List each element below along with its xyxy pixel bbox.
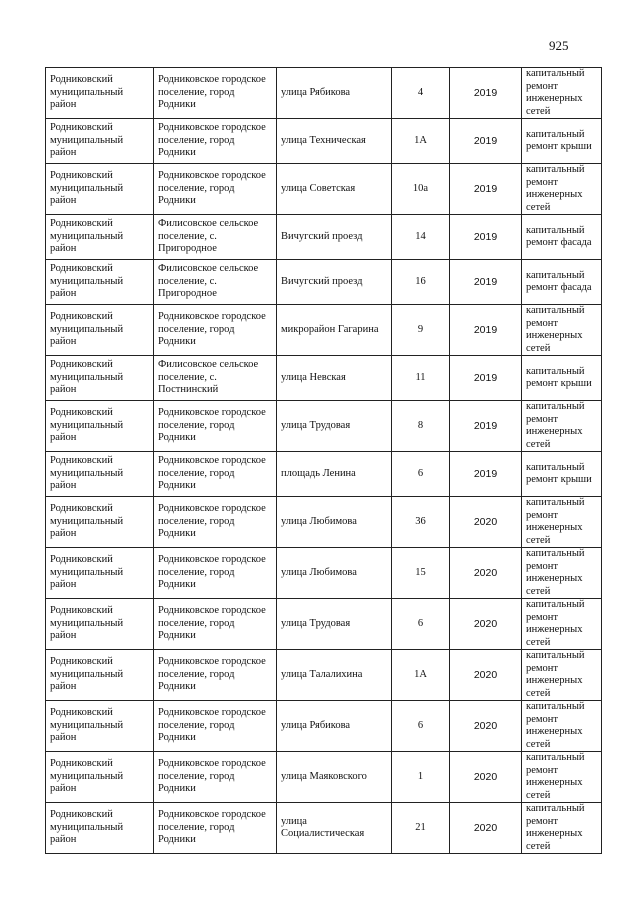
year-cell: 2019 bbox=[450, 401, 522, 452]
work-type-cell: капитальный ремонт инженерных сетей bbox=[522, 599, 602, 650]
house-number-cell: 1А bbox=[392, 650, 450, 701]
street-cell: улица Маяковского bbox=[277, 752, 392, 803]
street-cell: улица Техническая bbox=[277, 119, 392, 164]
street-cell: улица Трудовая bbox=[277, 599, 392, 650]
table-row bbox=[46, 701, 602, 752]
house-number-cell: 14 bbox=[392, 215, 450, 260]
settlement-cell: Родниковское городское поселение, город Родники bbox=[154, 119, 277, 164]
street-cell: улица Любимова bbox=[277, 548, 392, 599]
work-type-cell: капитальный ремонт инженерных сетей bbox=[522, 701, 602, 752]
settlement-cell: Родниковское городское поселение, город Родники bbox=[154, 305, 277, 356]
table-row bbox=[46, 305, 602, 356]
house-number-cell: 1А bbox=[392, 119, 450, 164]
table-row bbox=[46, 803, 602, 854]
table-row bbox=[46, 401, 602, 452]
work-type-cell: капитальный ремонт инженерных сетей bbox=[522, 752, 602, 803]
settlement-cell: Филисовское сельское поселение, с. Постнинский bbox=[154, 356, 277, 401]
table-row bbox=[46, 752, 602, 803]
work-type-cell: капитальный ремонт крыши bbox=[522, 356, 602, 401]
district-cell: Родниковский муниципальный район bbox=[46, 599, 154, 650]
table-row bbox=[46, 119, 602, 164]
district-cell: Родниковский муниципальный район bbox=[46, 215, 154, 260]
work-type-cell: капитальный ремонт инженерных сетей bbox=[522, 305, 602, 356]
house-number-cell: 36 bbox=[392, 497, 450, 548]
street-cell: улица Любимова bbox=[277, 497, 392, 548]
work-type-cell: капитальный ремонт крыши bbox=[522, 119, 602, 164]
street-cell: площадь Ленина bbox=[277, 452, 392, 497]
house-number-cell: 1 bbox=[392, 752, 450, 803]
table-row bbox=[46, 260, 602, 305]
work-type-cell: капитальный ремонт инженерных сетей bbox=[522, 401, 602, 452]
street-cell: улица Советская bbox=[277, 164, 392, 215]
settlement-cell: Филисовское сельское поселение, с. Пригородное bbox=[154, 260, 277, 305]
work-type-cell: капитальный ремонт крыши bbox=[522, 452, 602, 497]
year-cell: 2019 bbox=[450, 452, 522, 497]
house-number-cell: 11 bbox=[392, 356, 450, 401]
house-number-cell: 15 bbox=[392, 548, 450, 599]
settlement-cell: Родниковское городское поселение, город Родники bbox=[154, 599, 277, 650]
table-row bbox=[46, 215, 602, 260]
year-cell: 2019 bbox=[450, 305, 522, 356]
street-cell: улица Талалихина bbox=[277, 650, 392, 701]
district-cell: Родниковский муниципальный район bbox=[46, 401, 154, 452]
district-cell: Родниковский муниципальный район bbox=[46, 803, 154, 854]
year-cell: 2019 bbox=[450, 260, 522, 305]
table-row bbox=[46, 548, 602, 599]
work-type-cell: капитальный ремонт фасада bbox=[522, 260, 602, 305]
settlement-cell: Родниковское городское поселение, город Родники bbox=[154, 701, 277, 752]
house-number-cell: 6 bbox=[392, 452, 450, 497]
work-type-cell: капитальный ремонт инженерных сетей bbox=[522, 548, 602, 599]
table-body bbox=[46, 68, 602, 854]
work-type-cell: капитальный ремонт фасада bbox=[522, 215, 602, 260]
year-cell: 2019 bbox=[450, 164, 522, 215]
year-cell: 2020 bbox=[450, 548, 522, 599]
page-number: 925 bbox=[549, 38, 569, 53]
settlement-cell: Родниковское городское поселение, город Родники bbox=[154, 164, 277, 215]
year-cell: 2020 bbox=[450, 701, 522, 752]
district-cell: Родниковский муниципальный район bbox=[46, 119, 154, 164]
repair-schedule-table bbox=[45, 67, 602, 854]
house-number-cell: 6 bbox=[392, 701, 450, 752]
street-cell: улица Трудовая bbox=[277, 401, 392, 452]
street-cell: улица Невская bbox=[277, 356, 392, 401]
year-cell: 2019 bbox=[450, 215, 522, 260]
work-type-cell: капитальный ремонт инженерных сетей bbox=[522, 650, 602, 701]
district-cell: Родниковский муниципальный район bbox=[46, 650, 154, 701]
table-row bbox=[46, 164, 602, 215]
district-cell: Родниковский муниципальный район bbox=[46, 752, 154, 803]
year-cell: 2019 bbox=[450, 356, 522, 401]
year-cell: 2020 bbox=[450, 497, 522, 548]
work-type-cell: капитальный ремонт инженерных сетей bbox=[522, 497, 602, 548]
year-cell: 2019 bbox=[450, 119, 522, 164]
house-number-cell: 4 bbox=[392, 68, 450, 119]
house-number-cell: 6 bbox=[392, 599, 450, 650]
house-number-cell: 16 bbox=[392, 260, 450, 305]
settlement-cell: Родниковское городское поселение, город Родники bbox=[154, 650, 277, 701]
district-cell: Родниковский муниципальный район bbox=[46, 701, 154, 752]
year-cell: 2019 bbox=[450, 68, 522, 119]
district-cell: Родниковский муниципальный район bbox=[46, 452, 154, 497]
work-type-cell: капитальный ремонт инженерных сетей bbox=[522, 68, 602, 119]
district-cell: Родниковский муниципальный район bbox=[46, 164, 154, 215]
settlement-cell: Родниковское городское поселение, город Родники bbox=[154, 752, 277, 803]
district-cell: Родниковский муниципальный район bbox=[46, 305, 154, 356]
table-row bbox=[46, 497, 602, 548]
work-type-cell: капитальный ремонт инженерных сетей bbox=[522, 803, 602, 854]
table-row bbox=[46, 356, 602, 401]
district-cell: Родниковский муниципальный район bbox=[46, 548, 154, 599]
street-cell: Вичугский проезд bbox=[277, 215, 392, 260]
work-type-cell: капитальный ремонт инженерных сетей bbox=[522, 164, 602, 215]
street-cell: улица Рябикова bbox=[277, 68, 392, 119]
street-cell: Вичугский проезд bbox=[277, 260, 392, 305]
house-number-cell: 9 bbox=[392, 305, 450, 356]
district-cell: Родниковский муниципальный район bbox=[46, 356, 154, 401]
settlement-cell: Родниковское городское поселение, город Родники bbox=[154, 803, 277, 854]
street-cell: улица Социалистическая bbox=[277, 803, 392, 854]
settlement-cell: Родниковское городское поселение, город Родники bbox=[154, 548, 277, 599]
year-cell: 2020 bbox=[450, 650, 522, 701]
house-number-cell: 10а bbox=[392, 164, 450, 215]
house-number-cell: 21 bbox=[392, 803, 450, 854]
district-cell: Родниковский муниципальный район bbox=[46, 260, 154, 305]
year-cell: 2020 bbox=[450, 599, 522, 650]
house-number-cell: 8 bbox=[392, 401, 450, 452]
settlement-cell: Родниковское городское поселение, город Родники bbox=[154, 497, 277, 548]
settlement-cell: Родниковское городское поселение, город Родники bbox=[154, 401, 277, 452]
district-cell: Родниковский муниципальный район bbox=[46, 497, 154, 548]
table-row bbox=[46, 650, 602, 701]
street-cell: микрорайон Гагарина bbox=[277, 305, 392, 356]
street-cell: улица Рябикова bbox=[277, 701, 392, 752]
table-row bbox=[46, 599, 602, 650]
year-cell: 2020 bbox=[450, 752, 522, 803]
settlement-cell: Родниковское городское поселение, город Родники bbox=[154, 452, 277, 497]
settlement-cell: Родниковское городское поселение, город Родники bbox=[154, 68, 277, 119]
settlement-cell: Филисовское сельское поселение, с. Пригородное bbox=[154, 215, 277, 260]
year-cell: 2020 bbox=[450, 803, 522, 854]
table-row bbox=[46, 452, 602, 497]
district-cell: Родниковский муниципальный район bbox=[46, 68, 154, 119]
table-row bbox=[46, 68, 602, 119]
